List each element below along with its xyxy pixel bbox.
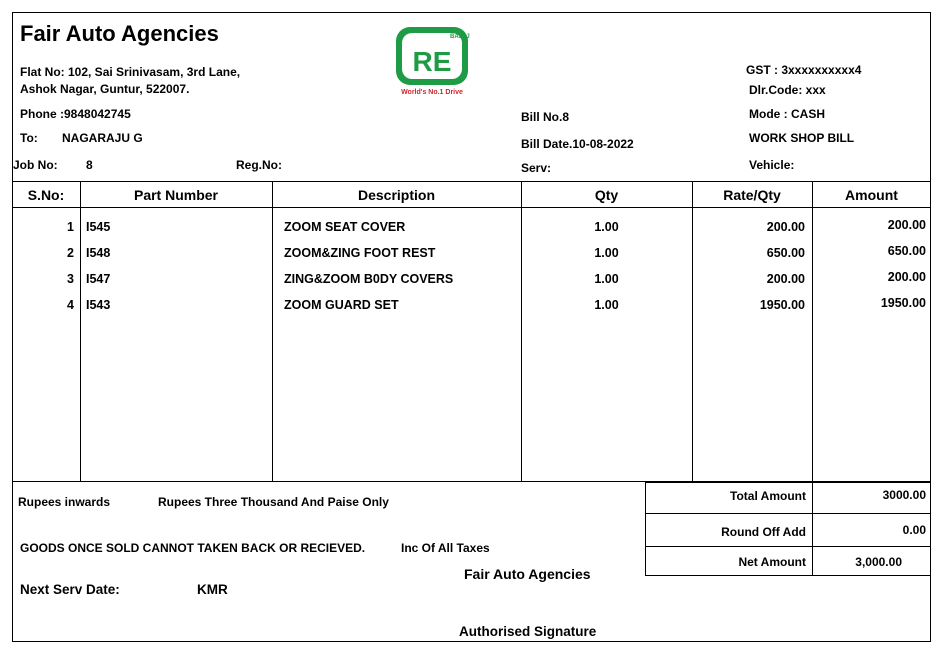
bajaj-re-logo-icon xyxy=(374,13,474,101)
rupees-label: Rupees inwards xyxy=(18,495,111,509)
header-description: Description xyxy=(357,187,435,203)
totals-divider-2 xyxy=(645,546,931,547)
cell-sno: 1 xyxy=(67,220,74,234)
next-serv-date: Next Serv Date: xyxy=(20,582,120,597)
cell-description: ZING&ZOOM B0DY COVERS xyxy=(284,272,454,286)
cell-amount: 650.00 xyxy=(887,244,926,258)
authorised-signature: Authorised Signature xyxy=(459,624,597,639)
dealer-code: Dlr.Code: xxx xyxy=(749,83,826,97)
dealer-address-line1: Flat No: 102, Sai Srinivasam, 3rd Lane, xyxy=(20,65,241,79)
roundoff-label: Round Off Add xyxy=(721,525,806,539)
cell-amount: 1950.00 xyxy=(880,296,926,310)
cell-part-number: I547 xyxy=(86,272,111,286)
dealer-address-line2: Ashok Nagar, Guntur, 522007. xyxy=(20,82,190,96)
total-amount-value: 3000.00 xyxy=(882,488,926,502)
net-amount-label: Net Amount xyxy=(738,555,806,569)
cell-sno: 3 xyxy=(67,272,74,286)
kmr-label: KMR xyxy=(197,582,228,597)
logo-brand-small: BAJAJ xyxy=(450,34,470,40)
inc-taxes: Inc Of All Taxes xyxy=(401,541,490,555)
serv-label: Serv: xyxy=(521,161,552,175)
logo-tagline: World's No.1 Drive xyxy=(401,89,463,96)
bajaj-re-logo xyxy=(374,13,474,101)
cell-qty: 1.00 xyxy=(594,220,619,234)
cell-qty: 1.00 xyxy=(594,246,619,260)
cell-part-number: I543 xyxy=(86,298,111,312)
goods-note: GOODS ONCE SOLD CANNOT TAKEN BACK OR RECIEVED. xyxy=(20,541,366,555)
payment-mode: Mode : CASH xyxy=(749,107,825,121)
total-amount-label: Total Amount xyxy=(730,489,806,503)
header-part-number: Part Number xyxy=(133,187,219,203)
cell-description: ZOOM&ZING FOOT REST xyxy=(284,246,436,260)
reg-label: Reg.No: xyxy=(236,158,282,172)
logo-letters: RE xyxy=(412,46,452,77)
rupees-in-words: Rupees Three Thousand And Paise Only xyxy=(158,495,389,509)
totals-divider-1 xyxy=(645,513,931,514)
cell-rate: 1950.00 xyxy=(759,298,805,312)
cell-rate: 200.00 xyxy=(766,272,805,286)
table-header-border xyxy=(12,207,931,208)
customer-name: NAGARAJU G xyxy=(62,131,143,145)
cell-rate: 200.00 xyxy=(766,220,805,234)
bill-type: WORK SHOP BILL xyxy=(749,131,855,145)
bill-number: Bill No.8 xyxy=(521,110,570,124)
cell-description: ZOOM SEAT COVER xyxy=(284,220,406,234)
header-qty: Qty xyxy=(594,187,619,203)
job-number: 8 xyxy=(86,158,93,172)
cell-amount: 200.00 xyxy=(887,218,926,232)
dealer-phone: Phone :9848042745 xyxy=(20,107,131,121)
bill-date: Bill Date.10-08-2022 xyxy=(521,137,634,151)
cell-amount: 200.00 xyxy=(887,270,926,284)
table-top-border xyxy=(12,181,931,182)
net-amount-value: 3,000.00 xyxy=(855,555,902,569)
col-divider-1 xyxy=(80,182,81,481)
cell-part-number: I548 xyxy=(86,246,111,260)
company-signature: Fair Auto Agencies xyxy=(464,566,591,582)
gst-number: GST : 3xxxxxxxxxx4 xyxy=(746,63,862,77)
job-label: Job No: xyxy=(13,158,58,172)
cell-part-number: I545 xyxy=(86,220,111,234)
header-rate: Rate/Qty xyxy=(723,187,781,203)
cell-sno: 4 xyxy=(67,298,74,312)
cell-sno: 2 xyxy=(67,246,74,260)
cell-qty: 1.00 xyxy=(594,298,619,312)
cell-qty: 1.00 xyxy=(594,272,619,286)
roundoff-value: 0.00 xyxy=(902,523,926,537)
header-sno: S.No: xyxy=(27,187,65,203)
cell-rate: 650.00 xyxy=(766,246,805,260)
to-label: To: xyxy=(20,131,38,145)
cell-description: ZOOM GUARD SET xyxy=(284,298,399,312)
col-divider-2 xyxy=(272,182,273,481)
header-amount: Amount xyxy=(845,187,898,203)
dealer-name: Fair Auto Agencies xyxy=(20,21,219,46)
vehicle-label: Vehicle: xyxy=(749,158,795,172)
